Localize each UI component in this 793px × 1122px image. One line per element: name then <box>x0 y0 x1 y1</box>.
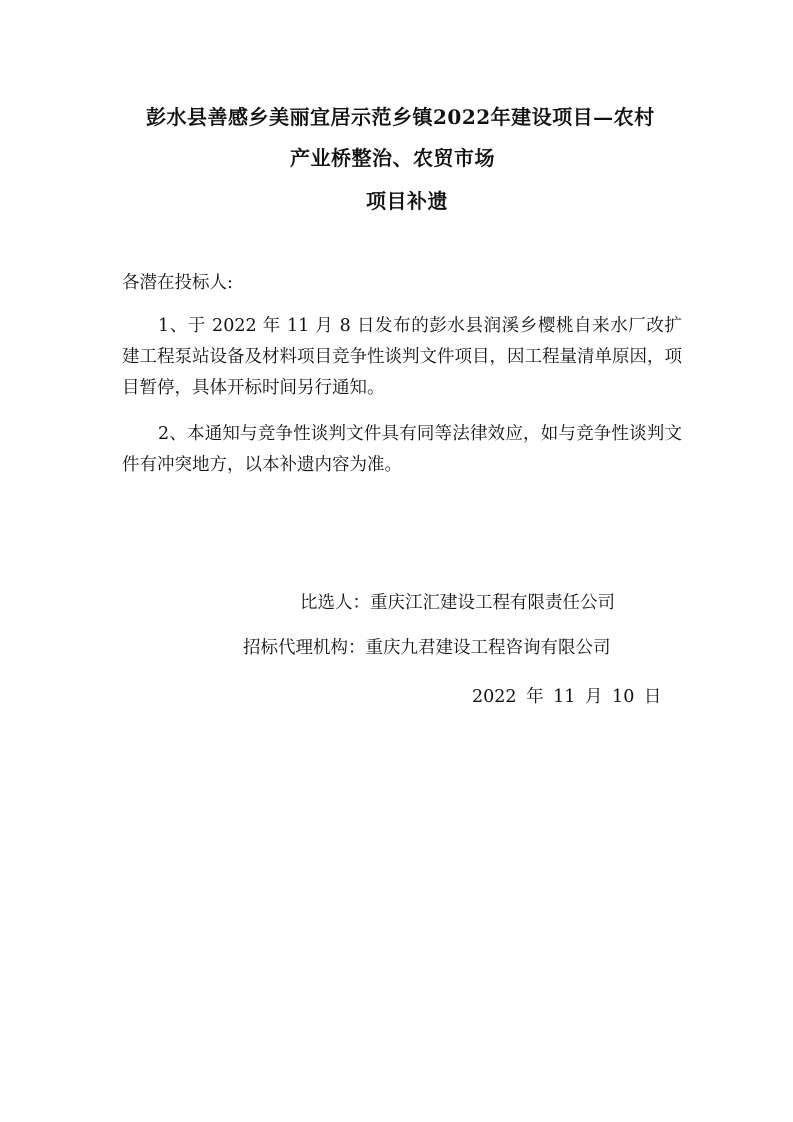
signature-agent: 招标代理机构：重庆九君建设工程咨询有限公司 <box>243 638 611 658</box>
signature-bidder: 比选人：重庆江汇建设工程有限责任公司 <box>300 593 615 613</box>
document-title-line-1: 彭水县善感乡美丽宜居示范乡镇2022年建设项目—农村 <box>146 105 655 129</box>
paragraph-1: 1、于 2022 年 11 月 8 日发布的彭水县润溪乡樱桃自来水厂改扩建工程泵站设备及材料项目竞争性谈判文件项目，因工程量清单原因，项目暂停，具体开标时间另行通知。 <box>122 316 682 398</box>
paragraph-2: 2、本通知与竞争性谈判文件具有同等法律效应，如与竞争性谈判文件有冲突地方，以本补遗内容为准。 <box>122 424 682 475</box>
signature-date: 2022 年 11 月 10 日 <box>472 687 662 707</box>
salutation: 各潜在投标人: <box>122 273 233 293</box>
document-title-line-2: 产业桥整治、农贸市场 <box>290 146 495 170</box>
document-title-line-3: 项目补遗 <box>366 189 448 213</box>
